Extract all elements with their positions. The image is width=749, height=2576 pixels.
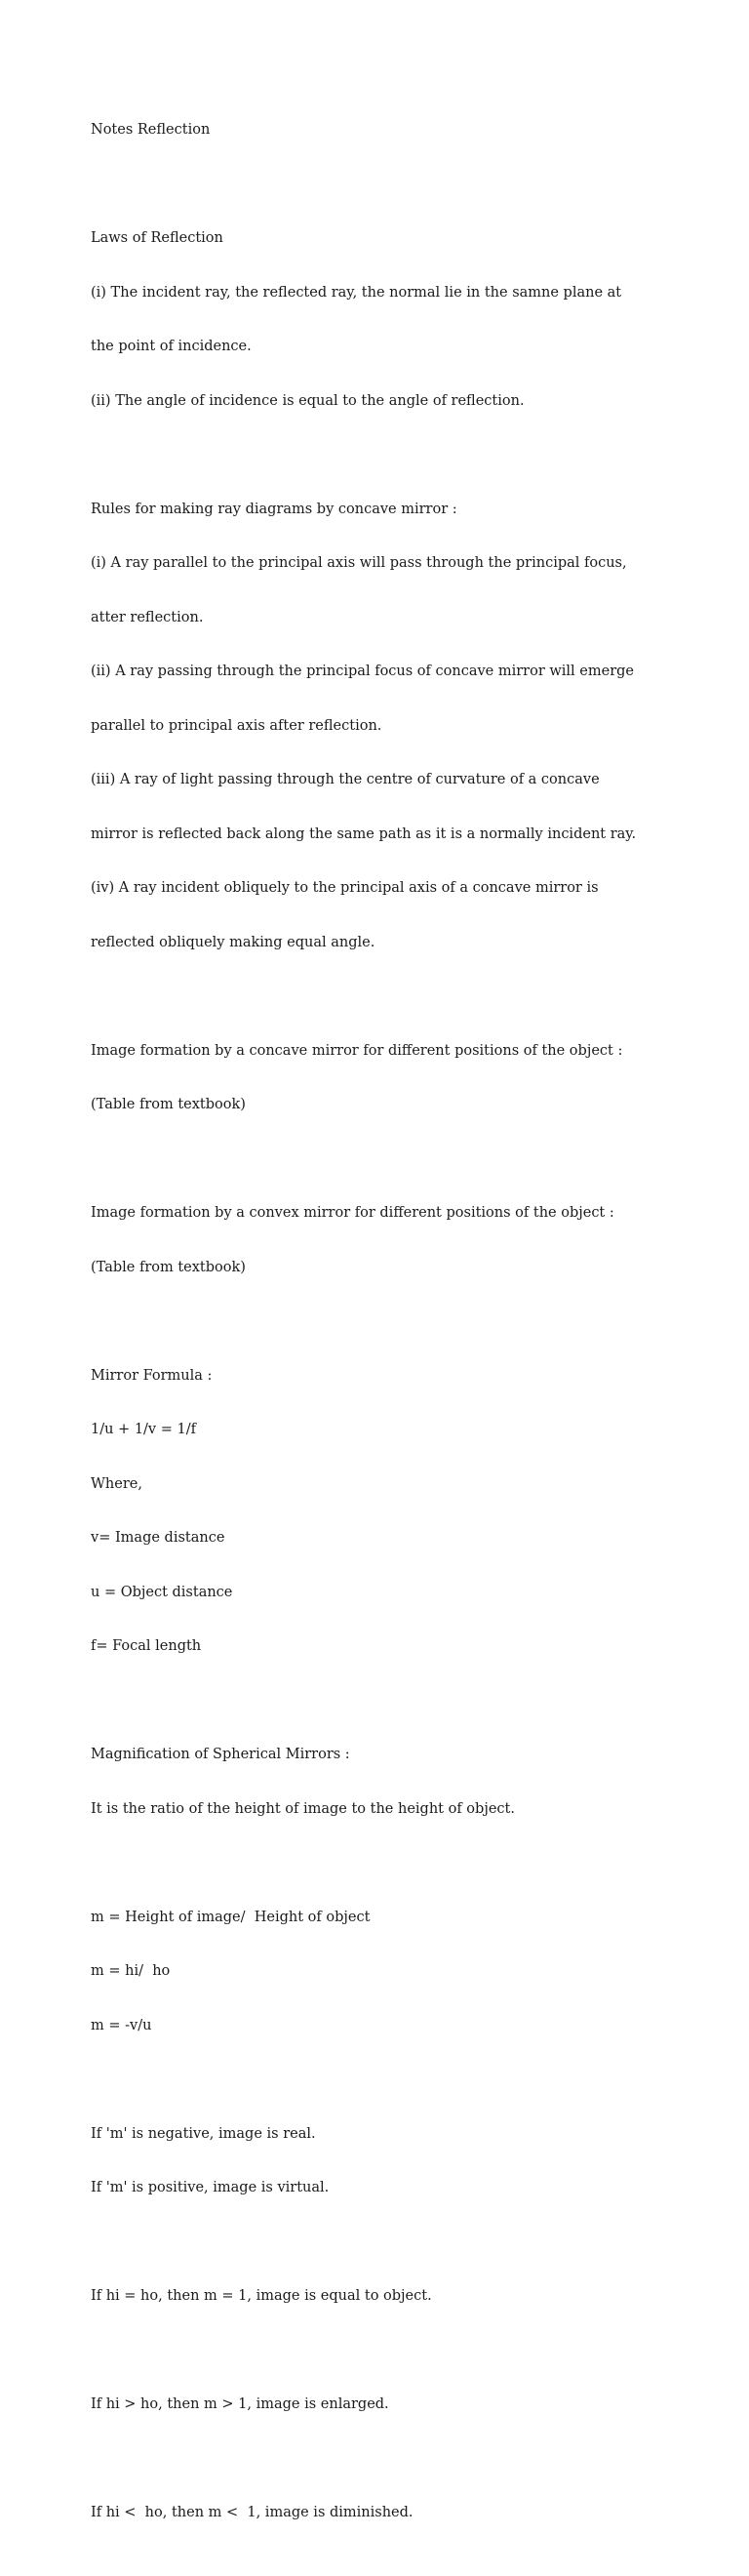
text-line: (ii) The angle of incidence is equal to the angle of reflection.: [91, 392, 525, 409]
text-line: atter reflection.: [91, 609, 204, 625]
text-line: If hi = ho, then m = 1, image is equal to object.: [91, 2288, 432, 2304]
magnification-section: [91, 1710, 715, 1854]
text-line: (i) A ray parallel to the principal axis will pass through the principal focus,: [91, 555, 627, 571]
text-line: (Table from textbook): [91, 1097, 246, 1112]
mirror-formula-section: [91, 1331, 715, 1692]
text-line: Notes Reflection: [91, 122, 211, 138]
text-line: (iii) A ray of light passing through the centre of curvature of a concave: [91, 772, 600, 787]
equal-size-note: [91, 2251, 715, 2342]
text-line: (i) The incident ray, the reflected ray, the normal lie in the samne plane at: [91, 284, 622, 301]
text-line: (iv) A ray incident obliquely to the principal axis of a concave mirror is: [91, 880, 599, 896]
section-heading: Image formation by a concave mirror for different positions of the object :: [91, 1042, 623, 1059]
text-line: parallel to principal axis after reflection.: [91, 717, 382, 734]
document-body: [91, 85, 715, 2576]
sign-of-m-notes: [91, 2089, 715, 2234]
section-heading: Laws of Reflection: [91, 230, 223, 246]
section-heading: Rules for making ray diagrams by concave mirror :: [91, 501, 457, 517]
section-heading: Mirror Formula :: [91, 1367, 213, 1384]
text-line: It is the ratio of the height of image to the height of object.: [91, 1800, 515, 1817]
formula-line: 1/u + 1/v = 1/f: [91, 1422, 196, 1437]
concave-image-formation-section: [91, 1006, 715, 1150]
text-line: f= Focal length: [91, 1638, 202, 1654]
document-title: [91, 85, 715, 176]
text-line: (ii) A ray passing through the principal focus of concave mirror will emerge: [91, 664, 635, 679]
text-line: If 'm' is positive, image is virtual.: [91, 2180, 330, 2195]
text-line: (Table from textbook): [91, 1259, 246, 1275]
enlarged-note: [91, 2359, 715, 2450]
text-line: If hi > ho, then m > 1, image is enlarged.: [91, 2396, 389, 2412]
formula-line: m = -v/u: [91, 2017, 152, 2033]
section-heading: Magnification of Spherical Mirrors :: [91, 1747, 350, 1762]
formula-line: m = hi/ ho: [91, 1963, 171, 1979]
magnification-formulas: [91, 1872, 715, 2072]
text-line: v= Image distance: [91, 1530, 225, 1546]
section-heading: Image formation by a convex mirror for different positions of the object :: [91, 1205, 614, 1221]
ray-diagram-rules-section: [91, 464, 715, 988]
text-line: the point of incidence.: [91, 339, 252, 354]
text-line: If 'm' is negative, image is real.: [91, 2125, 316, 2142]
text-line: mirror is reflected back along the same path as it is a normally incident ray.: [91, 825, 637, 842]
formula-line: m = Height of image/ Height of object: [91, 1909, 371, 1925]
text-line: reflected obliquely making equal angle.: [91, 934, 375, 950]
diminished-note: [91, 2468, 715, 2558]
text-line: Where,: [91, 1475, 142, 1492]
text-line: u = Object distance: [91, 1584, 233, 1600]
laws-of-reflection-section: [91, 193, 715, 446]
text-line: If hi < ho, then m < 1, image is diminished.: [91, 2505, 414, 2520]
convex-image-formation-section: [91, 1168, 715, 1312]
